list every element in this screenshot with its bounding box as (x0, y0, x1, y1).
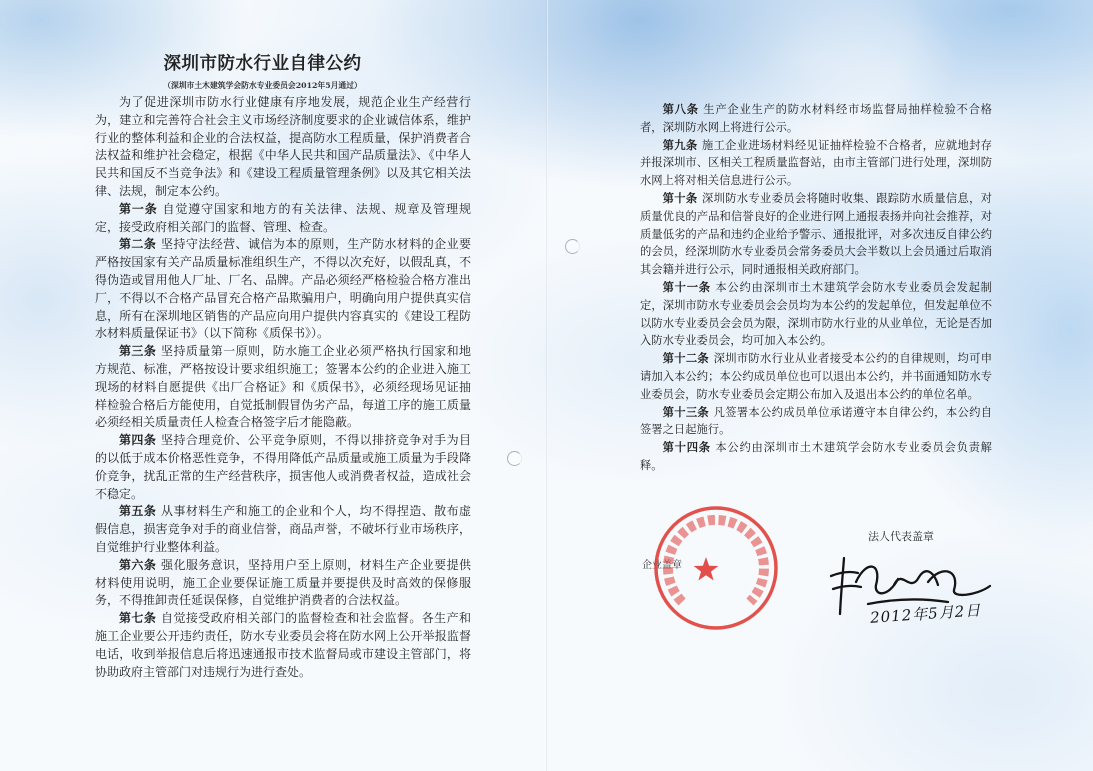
article-4 (95, 432, 471, 503)
signature-date: 2012年5月2日 (869, 601, 982, 627)
article-text: 凡签署本公约成员单位承诺遵守本自律公约，本公约自签署之日起施行。 (640, 405, 992, 437)
left-page-body (95, 94, 471, 681)
article-label: 第一条 (119, 201, 158, 216)
left-page (0, 0, 546, 771)
document-title: 深圳市防水行业自律公约 (163, 54, 362, 74)
article-label: 第八条 (662, 102, 699, 116)
article-text: 坚持质量第一原则，防水施工企业必须严格执行国家和地方规范、标准，严格按设计要求组织施工；签署本公约的企业进入施工现场的材料自愿提供《出厂合格证》和《质保书》，必须经现场见证抽样检验合格后方能使用，自觉抵制假冒伪劣产品，每道工序的施工质量必须经相关质量责任人检查合格签字后才能隐蔽。 (95, 344, 471, 430)
article-text: 自觉接受政府相关部门的监督检查和社会监督。各生产和施工企业要公开违约责任，防水专业委员会将在防水网上公开举报监督电话，收到举报信息后将迅速通报市技术监督局或市建设主管部门，将协助政府主管部门对违规行为进行查处。 (95, 611, 471, 679)
article-label: 第十四条 (662, 440, 711, 455)
legal-representative-seal-label: 法人代表盖章 (868, 530, 934, 543)
article-label: 第七条 (119, 611, 157, 626)
article-text: 深圳市防水行业从业者接受本公约的自律规则，均可申请加入本公约；本公约成员单位也可以退出本公约，并书面通知防水专业委员会，防水专业委员会定期公布加入及退出本公约的单位名单。 (640, 352, 992, 401)
article-label: 第十二条 (662, 351, 710, 366)
article-3 (95, 343, 471, 432)
article-label: 第十一条 (662, 279, 711, 294)
article-14 (640, 439, 992, 475)
article-text: 强化服务意识，坚持用户至上原则，材料生产企业要提供材料使用说明，施工企业要保证施工质量并要提供及时高效的保修服务，不得推卸责任延误保修，自觉维护消费者的合法权益。 (95, 557, 471, 608)
article-text: 坚持合理竞价、公平竞争原则，不得以排挤竞争对手为目的以低于成本价格恶性竞争，不得用降低产品质量或施工质量为手段降价竞争，扰乱正常的生产经营秩序，损害他人或消费者权益，造成社会不稳定。 (95, 433, 471, 501)
article-label: 第三条 (119, 344, 157, 359)
article-label: 第十三条 (662, 404, 710, 419)
binder-hole (507, 451, 522, 466)
article-text: 自觉遵守国家和地方的有关法律、法规、规章及管理规定，接受政府相关部门的监督、管理、检查。 (95, 201, 471, 234)
company-seal (650, 502, 782, 634)
document-subtitle: （深圳市土木建筑学会防水专业委员会2012年5月通过） (163, 81, 362, 90)
article-text: 本公约由深圳市土木建筑学会防水专业委员会负责解释。 (640, 441, 992, 472)
article-1 (95, 201, 471, 237)
binder-hole (565, 239, 580, 254)
preamble-paragraph: 为了促进深圳市防水行业健康有序地发展，规范企业生产经营行为，建立和完善符合社会主义市场经济制度要求的企业诚信体系，维护行业的整体利益和企业的合法权益，提高防水工程质量，保护消费者合法权益和维护社会稳定，根据《中华人民共和国产品质量法》、《中华人民共和国反不当竞争法》和《建设工程质量管理条例》以及其它相关法律、法规，制定本公约。 (95, 95, 471, 198)
article-label: 第六条 (119, 557, 157, 572)
article-5 (95, 503, 471, 556)
article-text: 本公约由深圳市土木建筑学会防水专业委员会发起制定，深圳市防水专业委员会会员均为本公约的发起单位，但发起单位不以防水专业委员会会员为限，深圳市防水行业的从业单位，无论是否加入防水专业委员会，均可加入本公约。 (640, 280, 992, 348)
article-label: 第四条 (119, 433, 157, 448)
article-label: 第十条 (662, 190, 698, 205)
article-text: 生产企业生产的防水材料经市场监督局抽样检验不合格者，深圳防水网上将进行公示。 (640, 103, 992, 134)
article-8 (640, 101, 992, 137)
article-9 (640, 137, 992, 190)
article-label: 第九条 (662, 137, 698, 152)
article-text: 从事材料生产和施工的企业和个人，均不得捏造、散布虚假信息，损害竞争对手的商业信誉，商品声誉，不破坏行业市场秩序，自觉维护行业整体利益。 (95, 504, 471, 554)
article-12 (640, 350, 992, 403)
enterprise-seal-label: 企业盖章 (642, 560, 682, 571)
article-11 (640, 279, 992, 350)
right-page-body (640, 101, 992, 475)
star-icon (694, 557, 719, 581)
article-2 (95, 236, 471, 343)
article-text: 坚持守法经营、诚信为本的原则，生产防水材料的企业要严格按国家有关产品质量标准组织生产，不得以次充好，以假乱真，不得伪造或冒用他人厂址、厂名、品牌。产品必须经严格检验合格方准出厂，不得以不合格产品冒充合格产品欺骗用户，明确向用户提供真实信息，所有在深圳地区销售的产品应向用户提供内容真实的《建设工程防水材料质量保证书》（以下简称《质保书》）。 (95, 237, 471, 341)
article-label: 第二条 (119, 237, 157, 252)
article-10 (640, 190, 992, 279)
article-text: 深圳防水专业委员会将随时收集、跟踪防水质量信息，对质量优良的产品和信誉良好的企业进行网上通报表扬并向社会推荐，对质量低劣的产品和违约企业给予警示、通报批评，对多次违反自律公约的会员，经深圳防水专业委员会常务委员大会半数以上会员通过后取消其会籍并进行公示，同时通报相关政府部门。 (640, 191, 992, 277)
article-label: 第五条 (119, 504, 157, 519)
right-page (548, 0, 1093, 771)
article-7 (95, 610, 471, 681)
article-6 (95, 557, 471, 610)
article-13 (640, 404, 992, 440)
article-text: 施工企业进场材料经见证抽样检验不合格者，应就地封存并报深圳市、区相关工程质量监督站，由市主管部门进行处理，深圳防水网上将对相关信息进行公示。 (640, 138, 992, 188)
